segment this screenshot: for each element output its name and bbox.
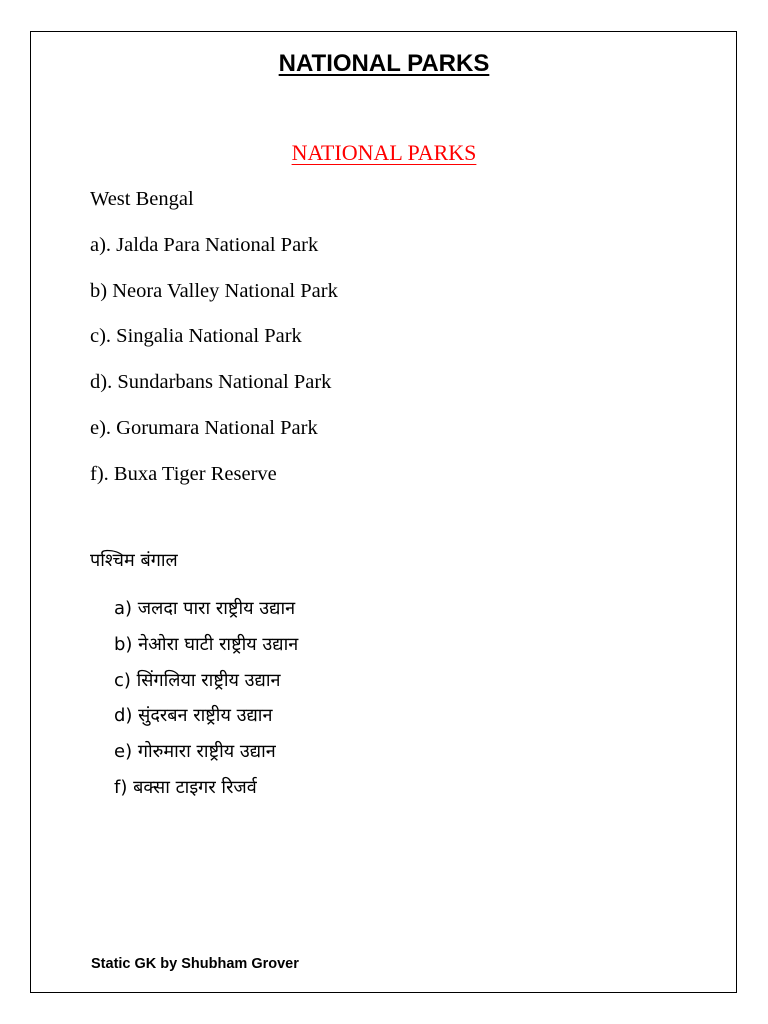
section-heading-text: NATIONAL PARKS [291,140,477,165]
english-list-item: e). Gorumara National Park [90,416,318,439]
hindi-list-item: d) सुंदरबन राष्ट्रीय उद्यान [114,705,273,727]
page-title-text: NATIONAL PARKS [278,50,490,77]
english-list-item: c). Singalia National Park [90,325,302,348]
english-list-item: f). Buxa Tiger Reserve [90,462,277,485]
section-heading [0,140,768,166]
hindi-list [114,594,298,809]
hindi-list-item: c) सिंगलिया राष्ट्रीय उद्यान [114,669,281,691]
hindi-list-item: a) जलदा पारा राष्ट्रीय उद्यान [114,598,296,619]
english-list-item: a). Jalda Para National Park [90,233,319,256]
page-title [0,50,768,78]
english-list-item: b) Neora Valley National Park [90,279,338,302]
hindi-region-label: पश्चिम बंगाल [90,550,178,571]
english-list-item: d). Sundarbans National Park [90,371,332,394]
hindi-list-item: b) नेओरा घाटी राष्ट्रीय उद्यान [114,633,299,655]
hindi-list-item: e) गोरुमारा राष्ट्रीय उद्यान [114,741,276,763]
hindi-list-item: f) बक्सा टाइगर रिजर्व [114,776,257,798]
page-border [30,31,737,993]
footer-credit: Static GK by Shubham Grover [91,956,299,972]
english-region-label: West Bengal [90,188,194,210]
english-list [90,184,338,505]
